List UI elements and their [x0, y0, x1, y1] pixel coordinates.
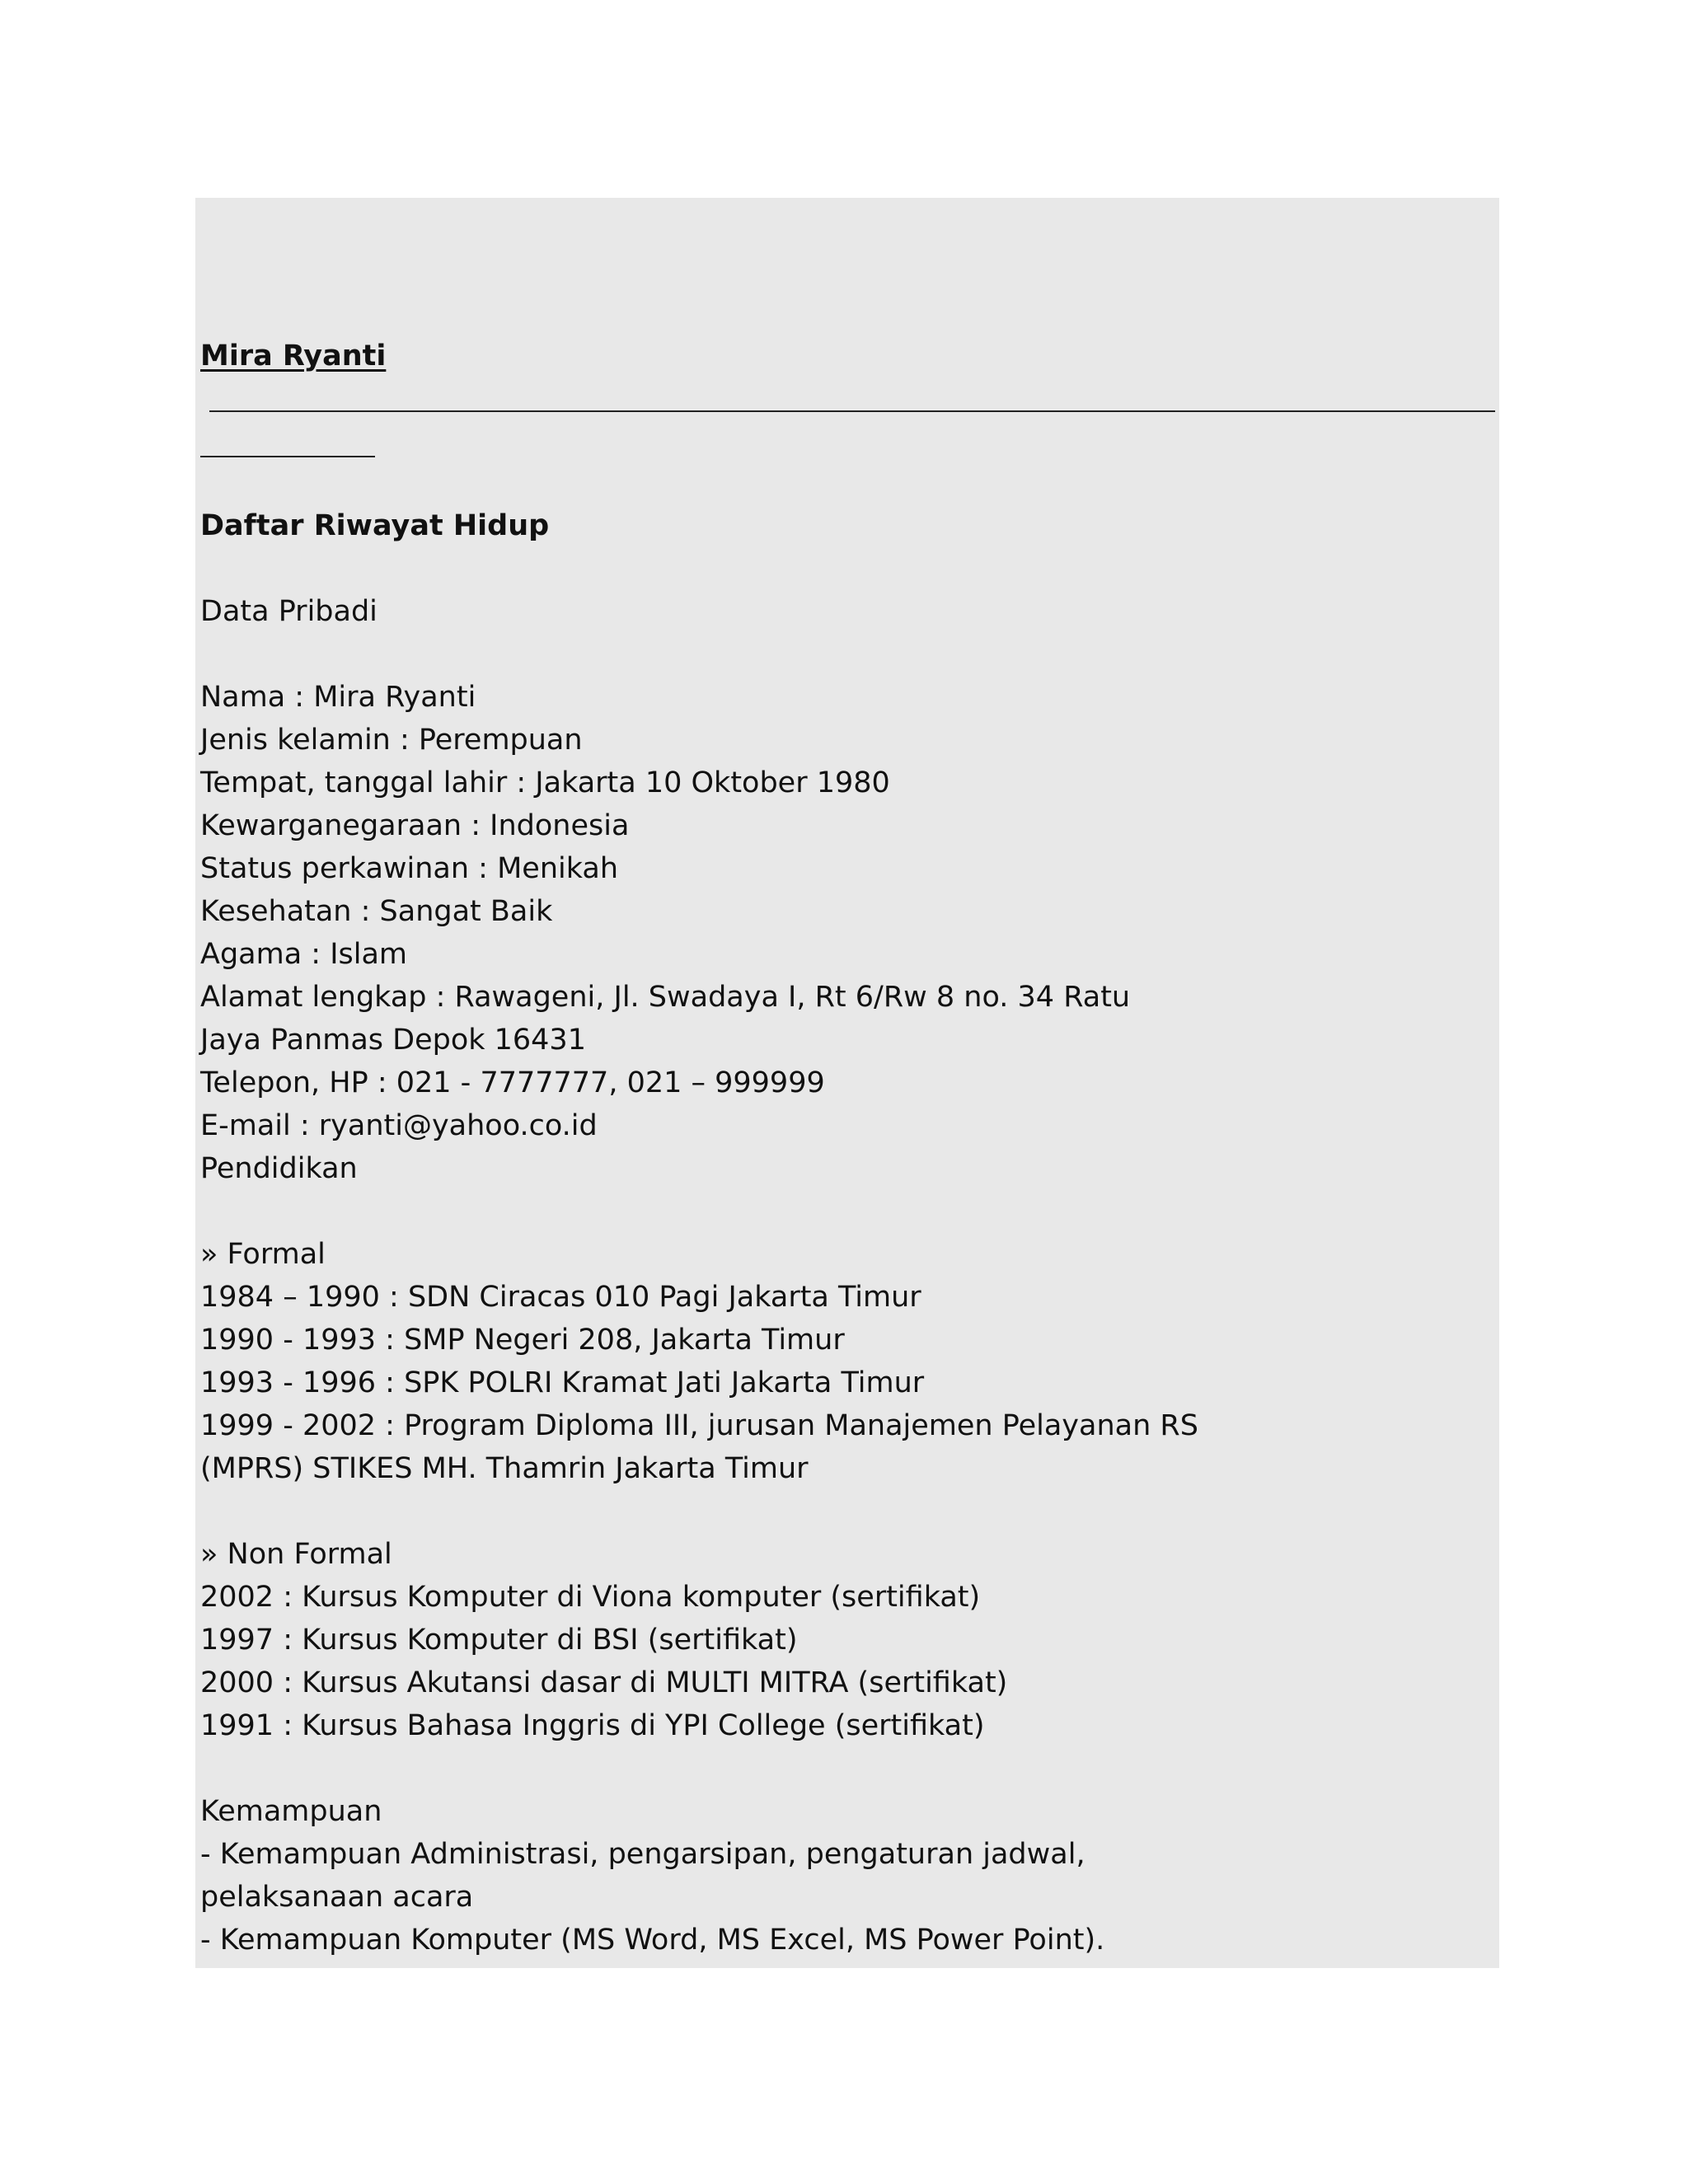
nonformal-education-item: 1991 : Kursus Bahasa Inggris di YPI College (sertifikat) — [200, 1709, 985, 1742]
personal-line-marital-status: Status perkawinan : Menikah — [200, 852, 619, 885]
personal-line-birth: Tempat, tanggal lahir : Jakarta 10 Oktober 1980 — [200, 766, 890, 799]
skills-item-cont: pelaksanaan acara — [200, 1881, 474, 1914]
document-title: Daftar Riwayat Hidup — [200, 509, 550, 542]
formal-education-item: 1990 - 1993 : SMP Negeri 208, Jakarta Timur — [200, 1324, 845, 1357]
formal-education-item-cont: (MPRS) STIKES MH. Thamrin Jakarta Timur — [200, 1452, 809, 1485]
formal-education-item: 1984 – 1990 : SDN Ciracas 010 Pagi Jakarta Timur — [200, 1281, 921, 1314]
personal-line-citizenship: Kewarganegaraan : Indonesia — [200, 809, 630, 842]
nonformal-education-item: 1997 : Kursus Komputer di BSI (sertifikat) — [200, 1624, 798, 1657]
formal-education-item: 1993 - 1996 : SPK POLRI Kramat Jati Jakarta Timur — [200, 1366, 925, 1399]
personal-line-email: E-mail : ryanti@yahoo.co.id — [200, 1109, 598, 1142]
section-label-skills: Kemampuan — [200, 1795, 382, 1828]
horizontal-rule-short — [200, 456, 375, 457]
skills-item: - Kemampuan Komputer (MS Word, MS Excel, MS Power Point). — [200, 1924, 1105, 1957]
formal-education-label: » Formal — [200, 1238, 326, 1271]
personal-line-address: Alamat lengkap : Rawageni, Jl. Swadaya I, Rt 6/Rw 8 no. 34 Ratu — [200, 981, 1131, 1014]
section-label-education: Pendidikan — [200, 1152, 358, 1185]
section-label-personal: Data Pribadi — [200, 595, 377, 628]
formal-education-item: 1999 - 2002 : Program Diploma III, jurusan Manajemen Pelayanan RS — [200, 1409, 1198, 1442]
personal-line-phone: Telepon, HP : 021 - 7777777, 021 – 999999 — [200, 1066, 825, 1099]
skills-item: - Kemampuan Administrasi, pengarsipan, pengaturan jadwal, — [200, 1838, 1085, 1871]
horizontal-rule — [209, 410, 1495, 412]
personal-line-health: Kesehatan : Sangat Baik — [200, 895, 553, 928]
personal-line-gender: Jenis kelamin : Perempuan — [200, 724, 583, 757]
nonformal-education-label: » Non Formal — [200, 1538, 392, 1571]
personal-line-religion: Agama : Islam — [200, 938, 408, 971]
personal-line-name: Nama : Mira Ryanti — [200, 681, 476, 714]
personal-line-address-cont: Jaya Panmas Depok 16431 — [200, 1024, 586, 1057]
nonformal-education-item: 2000 : Kursus Akutansi dasar di MULTI MITRA (sertifikat) — [200, 1666, 1008, 1699]
person-name-heading: Mira Ryanti — [200, 340, 387, 373]
nonformal-education-item: 2002 : Kursus Komputer di Viona komputer (sertifikat) — [200, 1581, 981, 1614]
